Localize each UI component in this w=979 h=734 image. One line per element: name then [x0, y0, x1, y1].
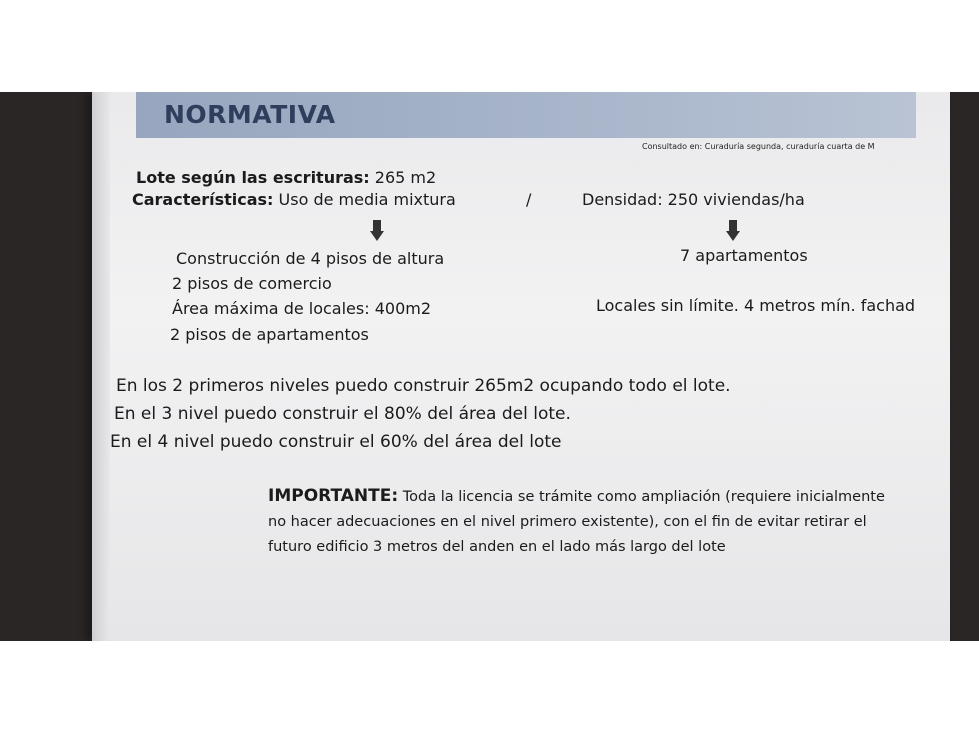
lote-line — [136, 168, 436, 187]
densidad: Densidad: 250 viviendas/ha — [582, 190, 805, 209]
importante-line-1 — [268, 484, 948, 510]
caracteristicas-label: Características: — [132, 190, 274, 209]
page-title: NORMATIVA — [164, 100, 336, 129]
arrow-down-icon — [370, 220, 384, 242]
right-apartamentos: 7 apartamentos — [680, 246, 808, 265]
caracteristicas-value: Uso de media mixtura — [278, 190, 456, 209]
header-band — [136, 92, 916, 138]
lote-label: Lote según las escrituras: — [136, 168, 370, 187]
document-sheet — [92, 92, 950, 641]
sheet-edge — [92, 92, 110, 641]
caracteristicas-line — [132, 190, 456, 209]
separator: / — [526, 190, 532, 209]
left-list-item: Construcción de 4 pisos de altura — [176, 249, 445, 268]
nivel-line: En los 2 primeros niveles puedo construir 265m2 ocupando todo el lote. — [116, 376, 731, 396]
right-locales: Locales sin límite. 4 metros mín. fachad — [596, 296, 916, 315]
importante-label: IMPORTANTE: — [268, 486, 399, 506]
importante-text: no hacer adecuaciones en el nivel primero existente), con el fin de evitar retirar el — [268, 514, 867, 530]
source-note: Consultado en: Curaduría segunda, curaduría cuarta de M — [642, 142, 875, 151]
importante-text: futuro edificio 3 metros del anden en el lado más largo del lote — [268, 539, 726, 555]
left-list-item: 2 pisos de comercio — [172, 274, 332, 293]
left-list-item: Área máxima de locales: 400m2 — [172, 299, 432, 318]
nivel-line: En el 3 nivel puedo construir el 80% del área del lote. — [114, 404, 571, 424]
importante-block — [268, 484, 948, 560]
left-list-item: 2 pisos de apartamentos — [170, 325, 369, 344]
lote-value: 265 m2 — [374, 168, 437, 187]
importante-text: Toda la licencia se trámite como ampliación (requiere inicialmente — [398, 489, 885, 505]
photo — [0, 92, 979, 641]
arrow-down-icon — [726, 220, 740, 242]
nivel-line: En el 4 nivel puedo construir el 60% del área del lote — [110, 432, 562, 452]
